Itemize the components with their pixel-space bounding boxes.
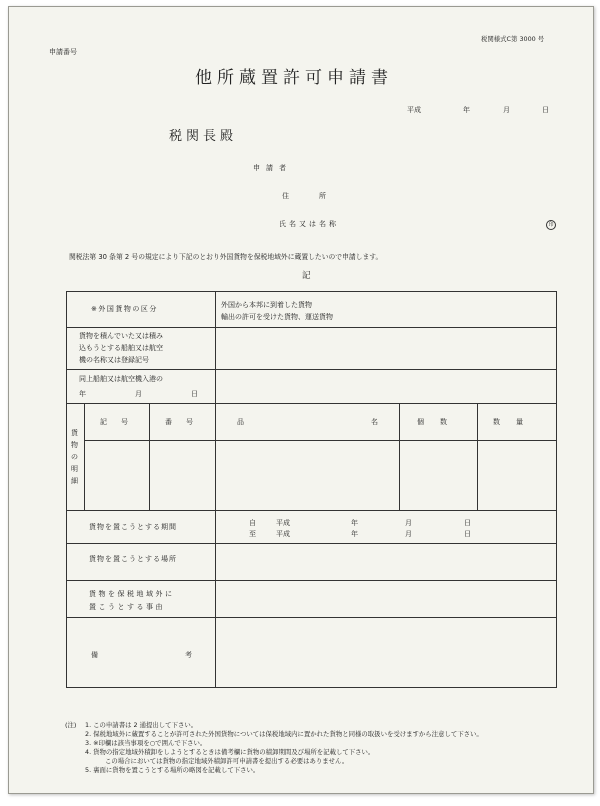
vessel-label-line2: 込もうとする船舶又は航空 (79, 344, 163, 352)
statement-text: 関税法第 30 条第 2 号の規定により下記のとおり外国貨物を保税地域外に蔵置したいので申請します。 (69, 253, 383, 261)
period-to: 至 (249, 530, 256, 538)
seal-mark: 印 (546, 220, 556, 230)
col-quantity: 数量 (493, 418, 539, 426)
col-mark: 記号 (100, 418, 142, 426)
place-label: 貨物を置こうとする場所 (89, 555, 177, 563)
category-label: ※外国貨物の区分 (91, 305, 158, 313)
arrival-month-label: 月 (135, 390, 142, 398)
form-title: 他所蔵置許可申請書 (195, 68, 393, 88)
date-day-label: 日 (542, 106, 549, 114)
application-number-label: 申請番号 (49, 48, 77, 56)
applicant-label: 申請者 (253, 164, 292, 172)
remarks-field[interactable] (217, 619, 555, 685)
arrival-label: 同上船舶又は航空機入港の (79, 375, 163, 383)
reason-label-line1: 貨物を保税地域外に (89, 590, 175, 598)
vessel-label-line3: 機の名称又は登録記号 (79, 356, 149, 364)
ki-label: 記 (302, 271, 311, 281)
vessel-name-field[interactable] (217, 329, 555, 367)
period-label: 貨物を置こうとする期間 (89, 523, 177, 531)
notes-prefix: (注) (65, 721, 77, 729)
col-item: 品 (237, 418, 244, 426)
reason-field[interactable] (217, 582, 555, 616)
period-from-day: 日 (464, 519, 471, 527)
date-year-label: 年 (463, 106, 470, 114)
period-from-year: 年 (351, 519, 358, 527)
note-3: 3. ※印欄は該当事項を○で囲んで下さい。 (85, 739, 207, 747)
details-side-label: 貨物の明細 (71, 429, 78, 485)
period-to-month: 月 (405, 530, 412, 538)
col-count: 個数 (417, 418, 463, 426)
note-2: 2. 保税地域外に蔵置することが許可された外国貨物については保税地域内に置かれた貨物と同様の取扱いを受けますから注意して下さい。 (85, 730, 483, 738)
arrival-year-label: 年 (79, 390, 86, 398)
period-from-era: 平成 (276, 519, 290, 527)
note-5: 5. 裏面に貨物を置こうとする場所の略図を記載して下さい。 (85, 766, 260, 774)
remarks-label-2: 考 (185, 651, 192, 659)
period-to-day: 日 (464, 530, 471, 538)
category-option-export-permitted[interactable]: 輸出の許可を受けた貨物、運送貨物 (221, 313, 333, 321)
date-month-label: 月 (503, 106, 510, 114)
arrival-date-field[interactable] (217, 371, 555, 401)
col-name: 名 (371, 418, 378, 426)
note-1: 1. この申請書は 2 通提出して下さい。 (85, 721, 198, 729)
name-label: 氏名又は名称 (279, 220, 339, 228)
note-4: 4. 貨物の指定地域外積卸をしようとするときは備考欄に貨物の積卸期間及び場所を記載して下さい。 (85, 748, 375, 756)
period-to-era: 平成 (276, 530, 290, 538)
arrival-day-label: 日 (191, 390, 198, 398)
goods-details-field[interactable] (85, 441, 555, 509)
vessel-label-line1: 貨物を積んでいた又は積み (79, 332, 163, 340)
addressee: 税関長殿 (169, 129, 238, 144)
category-option-arrived[interactable]: 外国から本邦に到着した貨物 (221, 301, 312, 309)
place-field[interactable] (217, 545, 555, 579)
reason-label-line2: 置こうとする事由 (89, 603, 165, 611)
application-form-page (8, 6, 594, 794)
period-to-year: 年 (351, 530, 358, 538)
form-number: 税関様式C第 3000 号 (481, 35, 545, 43)
col-number: 番号 (165, 418, 207, 426)
date-era: 平成 (407, 106, 421, 114)
period-from-month: 月 (405, 519, 412, 527)
note-4b: この場合においては貨物の指定地域外積卸許可申請書を提出する必要はありません。 (105, 757, 349, 765)
address-label: 住所 (282, 192, 356, 200)
period-from: 自 (249, 519, 256, 527)
remarks-label-1: 備 (91, 651, 98, 659)
